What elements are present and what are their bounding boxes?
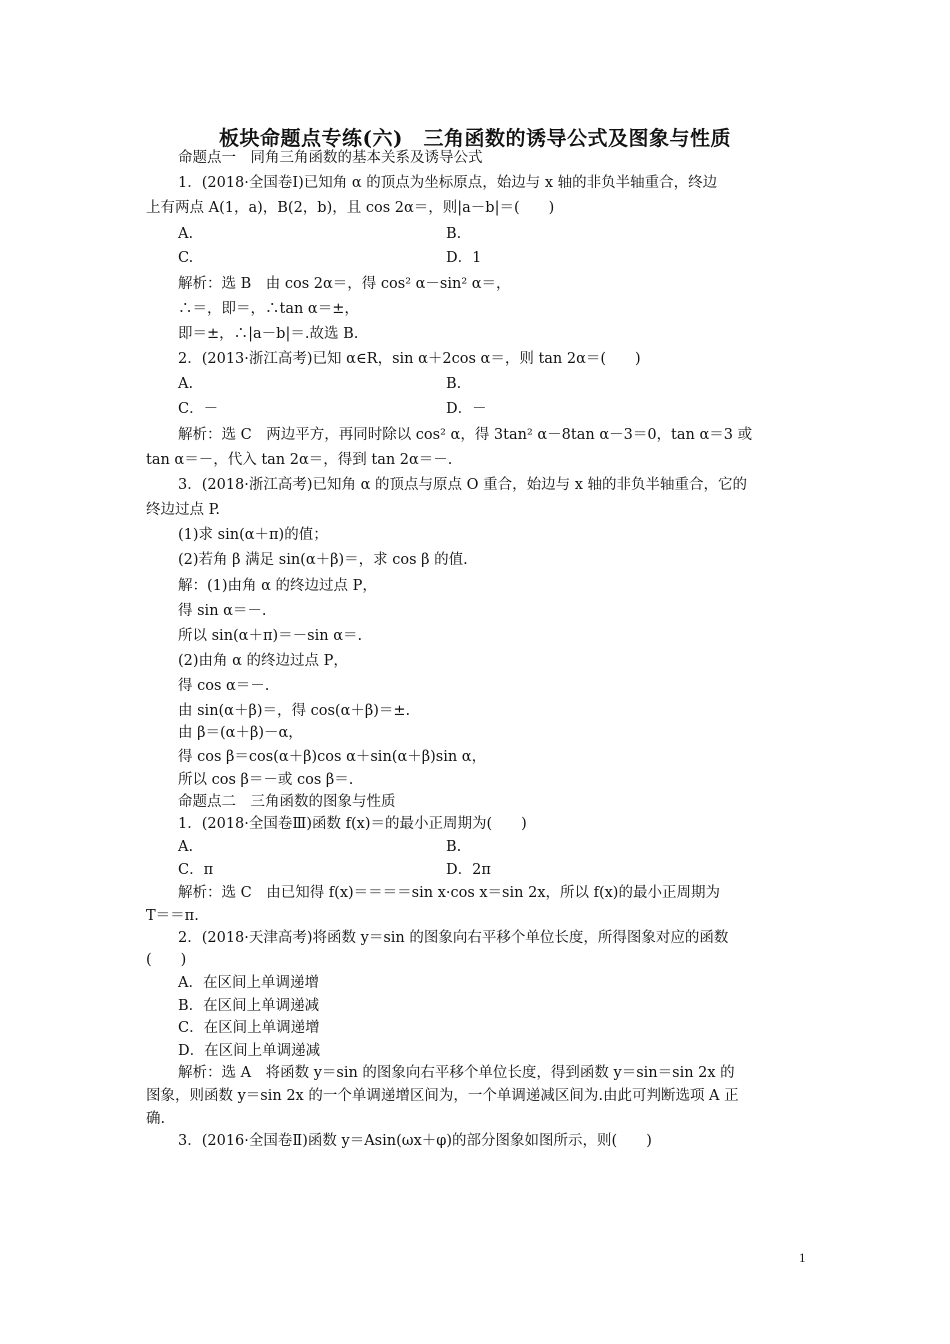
q1-option-d: D．1 (446, 250, 482, 266)
q3-solution-line: 所以 cos β＝－或 cos β＝. (178, 772, 354, 788)
p2-option-d: D．在区间上单调递减 (178, 1043, 321, 1059)
p1-option-c: C．π (178, 862, 214, 878)
p2-answer-line-1: 解析：选 A 将函数 y＝sin 的图象向右平移个单位长度，得到函数 y＝sin＝sin 2x 的 (178, 1065, 735, 1081)
q3-solution-line: (2)由角 α 的终边过点 P， (178, 653, 348, 669)
q3-solution-line: 得 sin α＝－. (178, 603, 267, 619)
p1-answer-line-1: 解析：选 C 由已知得 f(x)＝＝＝＝sin x·cos x＝sin 2x，所以 f(x)的最小正周期为 (178, 885, 720, 901)
p3-stem: 3．(2016·全国卷Ⅱ)函数 y＝Asin(ωx＋φ)的部分图象如图所示，则( ) (178, 1133, 652, 1149)
q2-option-b: B. (446, 376, 462, 392)
q3-solution-line: 所以 sin(α＋π)＝－sin α＝. (178, 628, 363, 644)
q3-solution-line: 由 β＝(α＋β)－α， (178, 725, 303, 741)
q1-option-c: C. (178, 250, 194, 266)
p2-stem-line-2: ( ) (146, 952, 187, 968)
q1-answer-line-1: 解析：选 B 由 cos 2α＝，得 cos² α－sin² α＝， (178, 276, 511, 292)
p2-stem-line-1: 2．(2018·天津高考)将函数 y＝sin 的图象向右平移个单位长度，所得图象对应的函数 (178, 930, 729, 946)
q2-answer-line-2: tan α＝－，代入 tan 2α＝，得到 tan 2α＝－. (146, 452, 453, 468)
p1-option-a: A. (178, 839, 194, 855)
q3-solution-line: 得 cos β＝cos(α＋β)cos α＋sin(α＋β)sin α， (178, 749, 487, 765)
q1-answer-line-3: 即＝±，∴|a－b|＝.故选 B. (178, 326, 359, 342)
p1-option-d: D．2π (446, 862, 491, 878)
page-title: 板块命题点专练(六) 三角函数的诱导公式及图象与性质 (219, 126, 731, 150)
q3-stem-line-2: 终边过点 P. (146, 502, 221, 518)
q3-solution-line: 由 sin(α＋β)＝，得 cos(α＋β)＝±. (178, 703, 411, 719)
p2-option-c: C．在区间上单调递增 (178, 1020, 320, 1036)
q3-subquestion-2: (2)若角 β 满足 sin(α＋β)＝，求 cos β 的值. (178, 552, 468, 568)
section-heading-2: 命题点二 三角函数的图象与性质 (178, 794, 396, 810)
page-number: 1 (799, 1250, 806, 1265)
q2-option-d: D．－ (446, 401, 487, 417)
q1-stem-line-1: 1．(2018·全国卷Ⅰ)已知角 α 的顶点为坐标原点，始边与 x 轴的非负半轴重合，终边 (178, 175, 718, 191)
q2-option-c: C．－ (178, 401, 219, 417)
q3-solution-line: 解：(1)由角 α 的终边过点 P， (178, 578, 377, 594)
q1-option-a: A. (178, 226, 194, 242)
q3-solution-line: 得 cos α＝－. (178, 678, 270, 694)
q2-option-a: A. (178, 376, 194, 392)
p2-option-b: B．在区间上单调递减 (178, 998, 320, 1014)
q1-option-b: B. (446, 226, 462, 242)
section-heading-1: 命题点一 同角三角函数的基本关系及诱导公式 (178, 150, 483, 166)
p1-option-b: B. (446, 839, 462, 855)
q2-answer-line-1: 解析：选 C 两边平方，再同时除以 cos² α，得 3tan² α－8tan α－3＝0，tan α＝3 或 (178, 427, 753, 443)
q1-stem-line-2: 上有两点 A(1，a)，B(2，b)，且 cos 2α＝，则|a－b|＝( ) (146, 200, 555, 216)
p2-answer-line-2: 图象，则函数 y＝sin 2x 的一个单调递增区间为，一个单调递减区间为.由此可判断选项 A 正 (146, 1088, 739, 1104)
q2-stem: 2．(2013·浙江高考)已知 α∈R，sin α＋2cos α＝，则 tan 2α＝( ) (178, 351, 641, 367)
p2-option-a: A．在区间上单调递增 (178, 975, 319, 991)
p1-stem: 1．(2018·全国卷Ⅲ)函数 f(x)＝的最小正周期为( ) (178, 816, 527, 832)
q3-stem-line-1: 3．(2018·浙江高考)已知角 α 的顶点与原点 O 重合，始边与 x 轴的非负半轴重合，它的 (178, 477, 748, 493)
q3-subquestion-1: (1)求 sin(α＋π)的值； (178, 527, 328, 543)
p2-answer-line-3: 确. (146, 1111, 166, 1127)
q1-answer-line-2: ∴＝，即＝，∴tan α＝±， (178, 301, 359, 317)
p1-answer-line-2: T＝＝π. (146, 908, 199, 924)
